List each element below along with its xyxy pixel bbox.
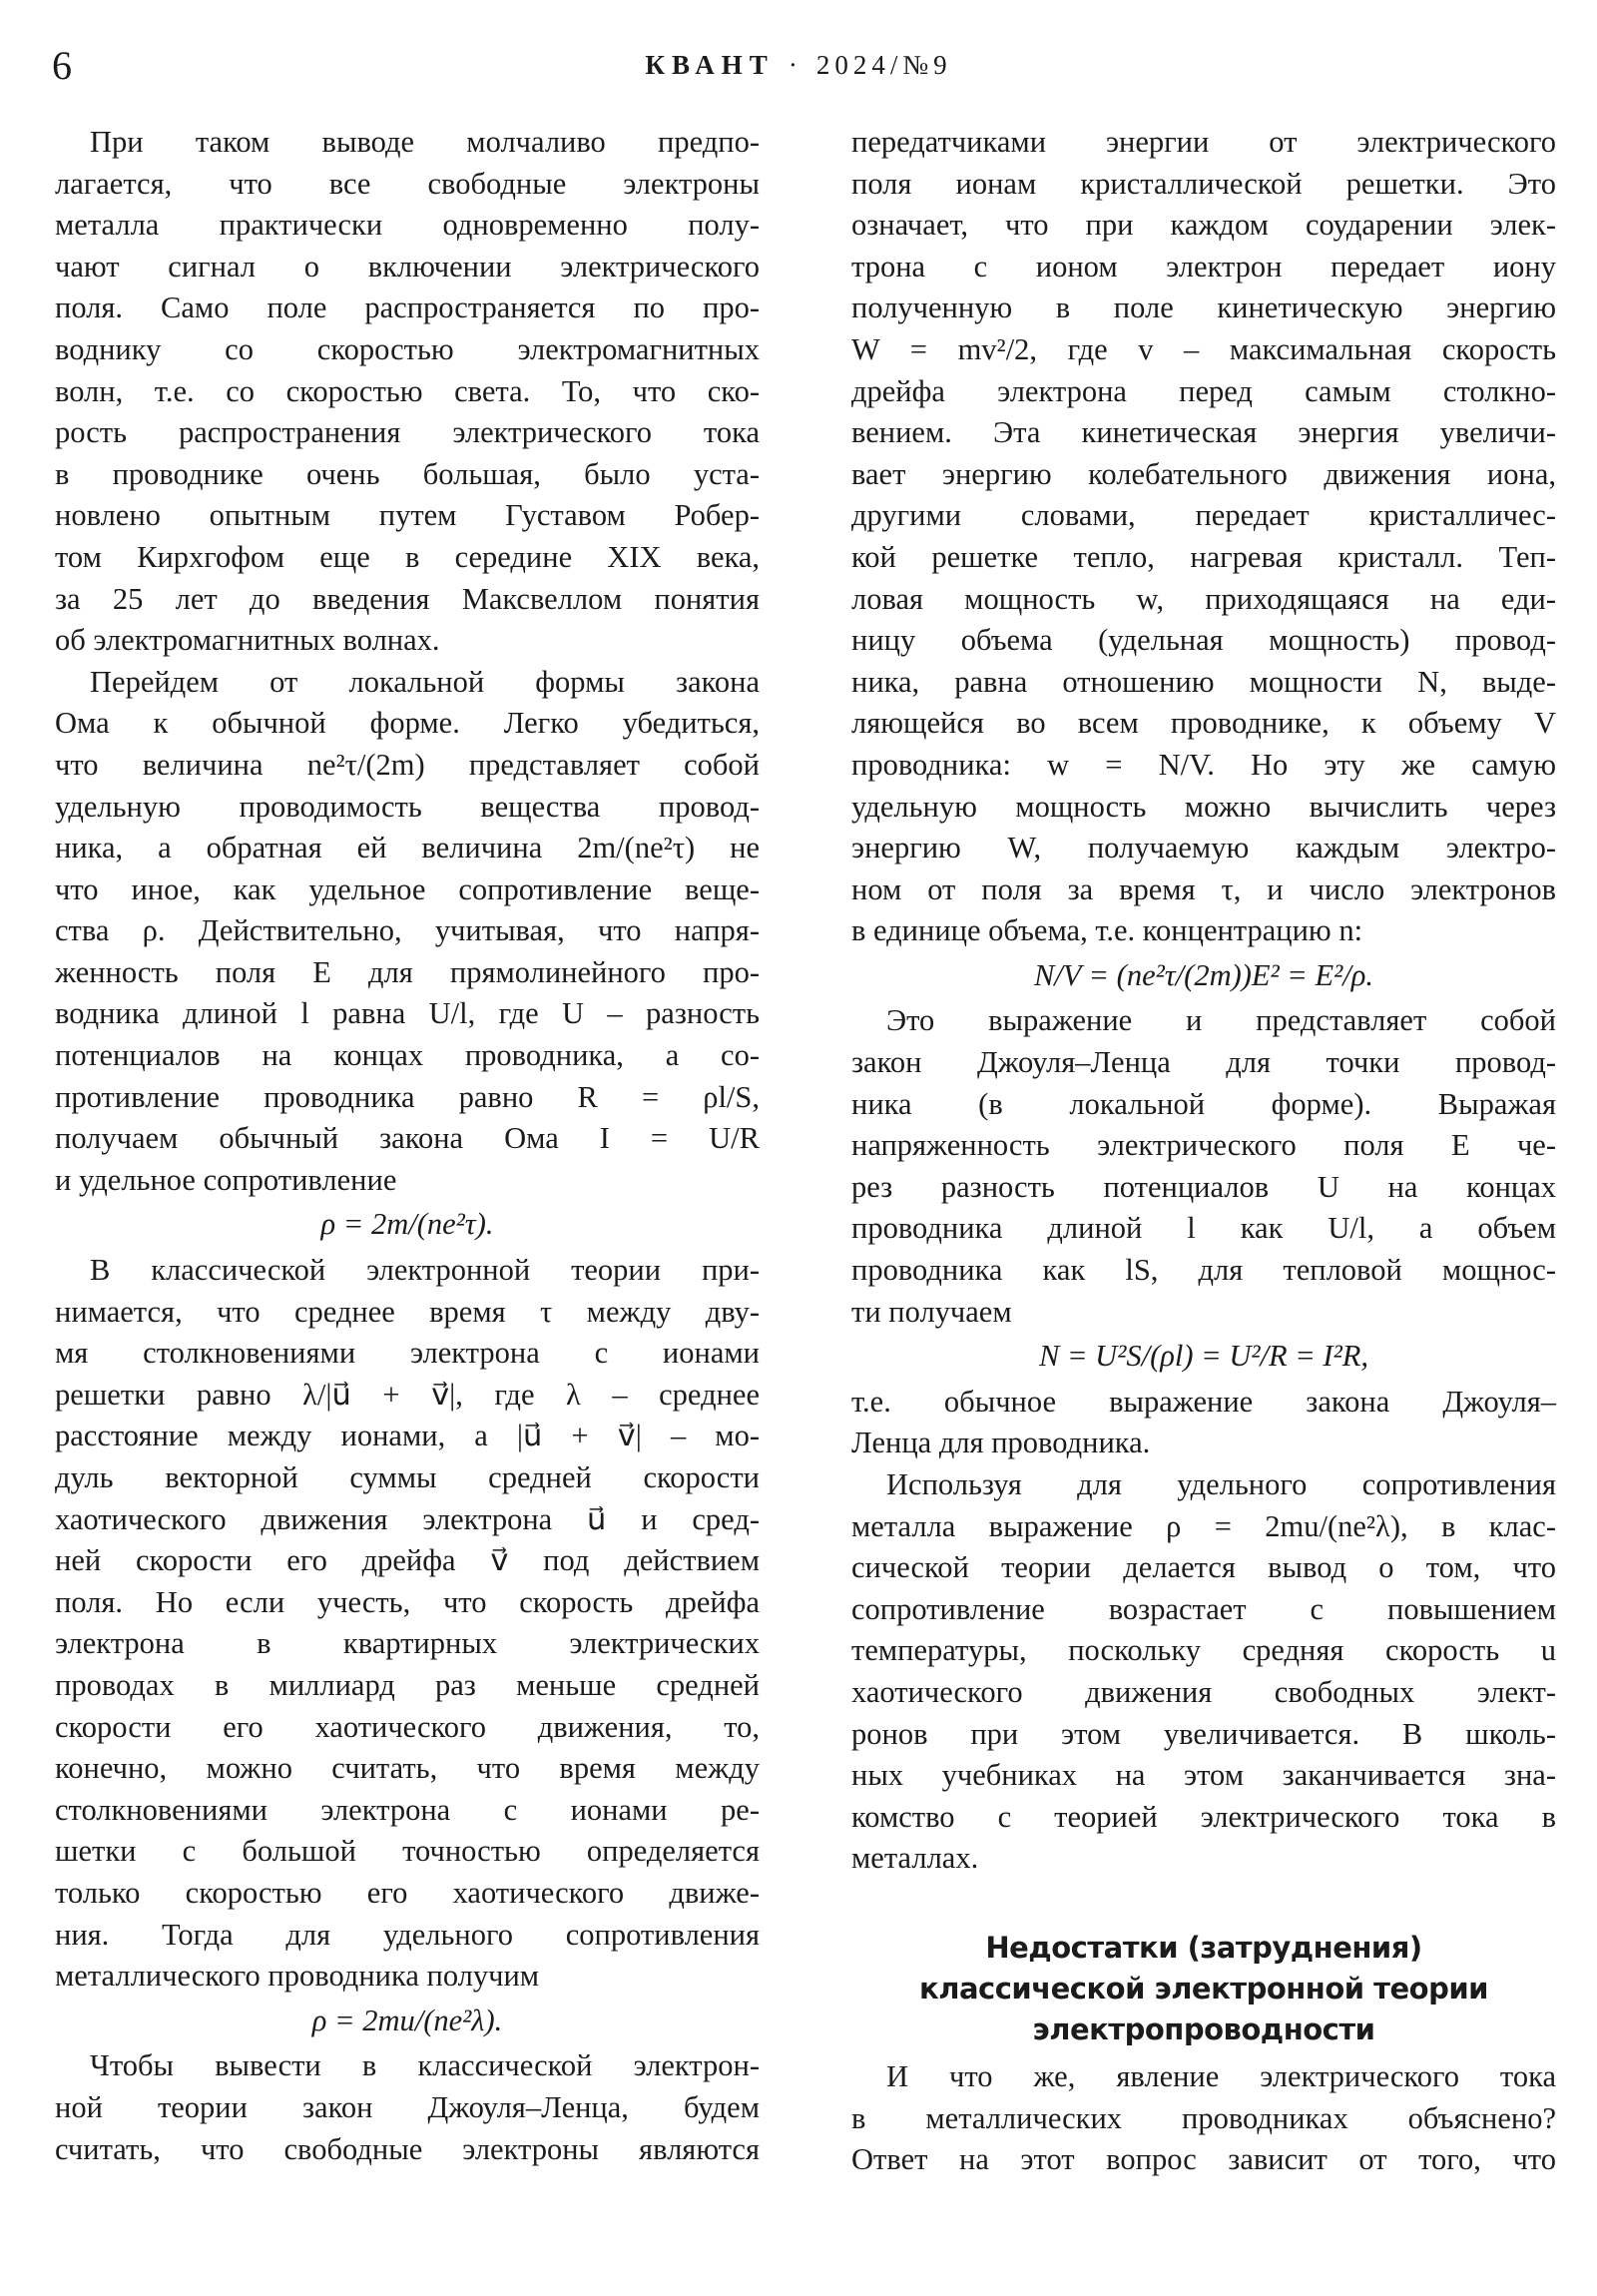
text-line: в проводнике очень большая, было уста- — [55, 456, 760, 491]
paragraph — [55, 2045, 760, 2170]
text-line: ловая мощность w, приходящаяся на еди- — [851, 581, 1556, 616]
formula: ρ = 2m/(ne²τ). — [320, 1207, 494, 1242]
text-line: ном от поля за время τ, и число электронов — [851, 871, 1556, 906]
text-line: ника, равна отношению мощности N, выде- — [851, 664, 1556, 699]
right-column — [851, 122, 1556, 2181]
text-line: расстояние между ионами, а |u⃗ + v⃗| – мо- — [55, 1419, 760, 1453]
text-line: мя столкновениями электрона с ионами — [55, 1336, 760, 1371]
paragraph — [851, 1382, 1556, 1464]
text-line: женность поля E для прямолинейного про- — [55, 954, 760, 989]
text-line: дуль векторной суммы средней скорости — [55, 1460, 760, 1494]
text-line: вением. Эта кинетическая энергия увеличи- — [851, 415, 1556, 450]
text-line: в единице объема, т.е. концентрацию n: — [851, 913, 1363, 948]
text-line: хаотического движения электрона u⃗ и сред- — [55, 1501, 760, 1536]
heading-line: классической электронной теории — [919, 1971, 1488, 2006]
text-line: хаотического движения свободных элект- — [851, 1674, 1556, 1709]
text-line: ти получаем — [851, 1294, 1012, 1329]
text-line: проводах в миллиард раз меньше средней — [55, 1667, 760, 1702]
paragraph — [55, 122, 760, 662]
text-line: передатчиками энергии от электрического — [851, 125, 1556, 159]
text-line: ляющейся во всем проводнике, к объему V — [851, 706, 1556, 741]
text-line: конечно, можно считать, что время между — [55, 1751, 760, 1786]
paragraph — [851, 2056, 1556, 2181]
paragraph — [851, 1464, 1556, 1880]
text-line: поля. Но если учесть, что скорость дрейфа — [55, 1584, 760, 1619]
text-line: ника (в локальной форме). Выражая — [851, 1086, 1556, 1121]
text-line: металла выражение ρ = 2mu/(ne²λ), в клас- — [851, 1508, 1556, 1543]
text-line: W = mv²/2, где v – максимальная скорость — [851, 331, 1556, 366]
text-line: ней скорости его дрейфа v⃗ под действием — [55, 1543, 760, 1578]
text-line: дрейфа электрона перед самым столкно- — [851, 373, 1556, 408]
text-line: ства ρ. Действительно, учитывая, что напря- — [55, 913, 760, 948]
formula: N = U²S/(ρl) = U²/R = I²R, — [1039, 1339, 1368, 1374]
text-line: ной теории закон Джоуля–Ленца, будем — [55, 2089, 760, 2124]
heading-line: электропроводности — [1032, 2011, 1375, 2046]
text-line: сопротивление возрастает с повышением — [851, 1591, 1556, 1626]
paragraph — [55, 1250, 760, 1998]
text-line: ницу объема (удельная мощность) провод- — [851, 623, 1556, 658]
text-line: кой решетке тепло, нагревая кристалл. Теп- — [851, 539, 1556, 574]
text-line: противление проводника равно R = ρl/S, — [55, 1079, 760, 1114]
text-line: металлах. — [851, 1841, 979, 1876]
text-line: Ленца для проводника. — [851, 1426, 1151, 1460]
text-line: трона с ионом электрон передает иону — [851, 249, 1556, 284]
text-line: что величина ne²τ/(2m) представляет собой — [55, 747, 760, 782]
text-line: волн, т.е. со скоростью света. То, что ско- — [55, 373, 760, 408]
text-line: металлического проводника получим — [55, 1959, 540, 1994]
text-line: проводника как lS, для тепловой мощнос- — [851, 1253, 1556, 1288]
text-line: означает, что при каждом соударении элек- — [851, 208, 1556, 243]
text-line: лагается, что все свободные электроны — [55, 166, 760, 201]
magazine-title: КВАНТ — [645, 50, 775, 80]
text-line: считать, что свободные электроны являются — [55, 2131, 760, 2166]
text-line: рость распространения электрического тока — [55, 415, 760, 450]
text-line: в металлических проводниках объяснено? — [851, 2100, 1556, 2135]
text-line: ния. Тогда для удельного сопротивления — [55, 1917, 760, 1952]
text-line: и удельное сопротивление — [55, 1162, 397, 1197]
formula: N/V = (ne²τ/(2m))E² = E²/ρ. — [1033, 957, 1374, 992]
paragraph — [851, 122, 1556, 952]
text-line: сической теории делается вывод о том, что — [851, 1550, 1556, 1585]
text-line: В классической электронной теории при- — [90, 1253, 760, 1288]
text-line: за 25 лет до введения Максвеллом понятия — [55, 581, 760, 616]
text-line: И что же, явление электрического тока — [886, 2058, 1556, 2093]
text-line: Перейдем от локальной формы закона — [90, 664, 760, 699]
text-line: проводника длиной l как U/l, а объем — [851, 1211, 1556, 1246]
text-line: комство с теорией электрического тока в — [851, 1799, 1556, 1834]
header-separator: · — [788, 50, 802, 80]
text-line: Используя для удельного сопротивления — [886, 1467, 1556, 1501]
text-line: что иное, как удельное сопротивление веще- — [55, 871, 760, 906]
section-heading — [851, 1928, 1556, 2050]
text-line: водника длиной l равна U/l, где U – разность — [55, 996, 760, 1031]
text-line: том Кирхгофом еще в середине XIX века, — [55, 539, 760, 574]
text-line: нимается, что среднее время τ между дву- — [55, 1294, 760, 1329]
text-line: проводника: w = N/V. Но эту же самую — [851, 747, 1556, 782]
text-line: Это выражение и представляет собой — [886, 1003, 1556, 1038]
text-line: ронов при этом увеличивается. В школь- — [851, 1716, 1556, 1751]
running-header — [0, 50, 1597, 81]
text-line: закон Джоуля–Ленца для точки провод- — [851, 1045, 1556, 1080]
page-number: 6 — [52, 43, 72, 88]
text-line: Ответ на этот вопрос зависит от того, что — [851, 2142, 1556, 2177]
text-line: металла практически одновременно полу- — [55, 208, 760, 243]
text-line: поля ионам кристаллической решетки. Это — [851, 166, 1556, 201]
text-line: только скоростью его хаотического движе- — [55, 1875, 760, 1910]
text-line: поля. Само поле распространяется по про- — [55, 290, 760, 325]
text-line: Чтобы вывести в классической электрон- — [90, 2048, 760, 2083]
text-line: При таком выводе молчаливо предпо- — [90, 125, 760, 159]
text-line: вает энергию колебательного движения иона, — [851, 456, 1556, 491]
text-line: новлено опытным путем Густавом Робер- — [55, 498, 760, 533]
paragraph — [55, 662, 760, 1202]
text-line: решетки равно λ/|u⃗ + v⃗|, где λ – среднее — [55, 1377, 760, 1412]
text-line: ника, а обратная ей величина 2m/(ne²τ) не — [55, 831, 760, 865]
text-line: т.е. обычное выражение закона Джоуля– — [851, 1384, 1556, 1419]
text-line: чают сигнал о включении электрического — [55, 249, 760, 284]
text-line: ных учебниках на этом заканчивается зна- — [851, 1758, 1556, 1793]
formula: ρ = 2mu/(ne²λ). — [311, 2003, 503, 2037]
text-line: удельную мощность можно вычислить через — [851, 789, 1556, 824]
text-line: воднику со скоростью электромагнитных — [55, 331, 760, 366]
text-line: шетки с большой точностью определяется — [55, 1834, 760, 1869]
left-column — [55, 122, 760, 2170]
heading-line: Недостатки (затруднения) — [985, 1930, 1422, 1965]
text-line: скорости его хаотического движения, то, — [55, 1709, 760, 1744]
paragraph — [851, 1000, 1556, 1333]
text-line: удельную проводимость вещества провод- — [55, 789, 760, 824]
text-line: напряженность электрического поля E че- — [851, 1128, 1556, 1163]
text-line: столкновениями электрона с ионами ре- — [55, 1792, 760, 1827]
text-line: электрона в квартирных электрических — [55, 1626, 760, 1661]
text-line: Ома к обычной форме. Легко убедиться, — [55, 706, 760, 741]
text-line: получаем обычный закона Ома I = U/R — [55, 1121, 760, 1156]
text-line: потенциалов на концах проводника, а со- — [55, 1038, 760, 1073]
text-line: энергию W, получаемую каждым электро- — [851, 831, 1556, 865]
text-line: температуры, поскольку средняя скорость u — [851, 1633, 1556, 1668]
text-line: полученную в поле кинетическую энергию — [851, 290, 1556, 325]
text-line: другими словами, передает кристалличес- — [851, 498, 1556, 533]
issue-number: 2024/№9 — [815, 50, 952, 80]
text-line: об электромагнитных волнах. — [55, 623, 440, 658]
text-line: рез разность потенциалов U на концах — [851, 1169, 1556, 1204]
